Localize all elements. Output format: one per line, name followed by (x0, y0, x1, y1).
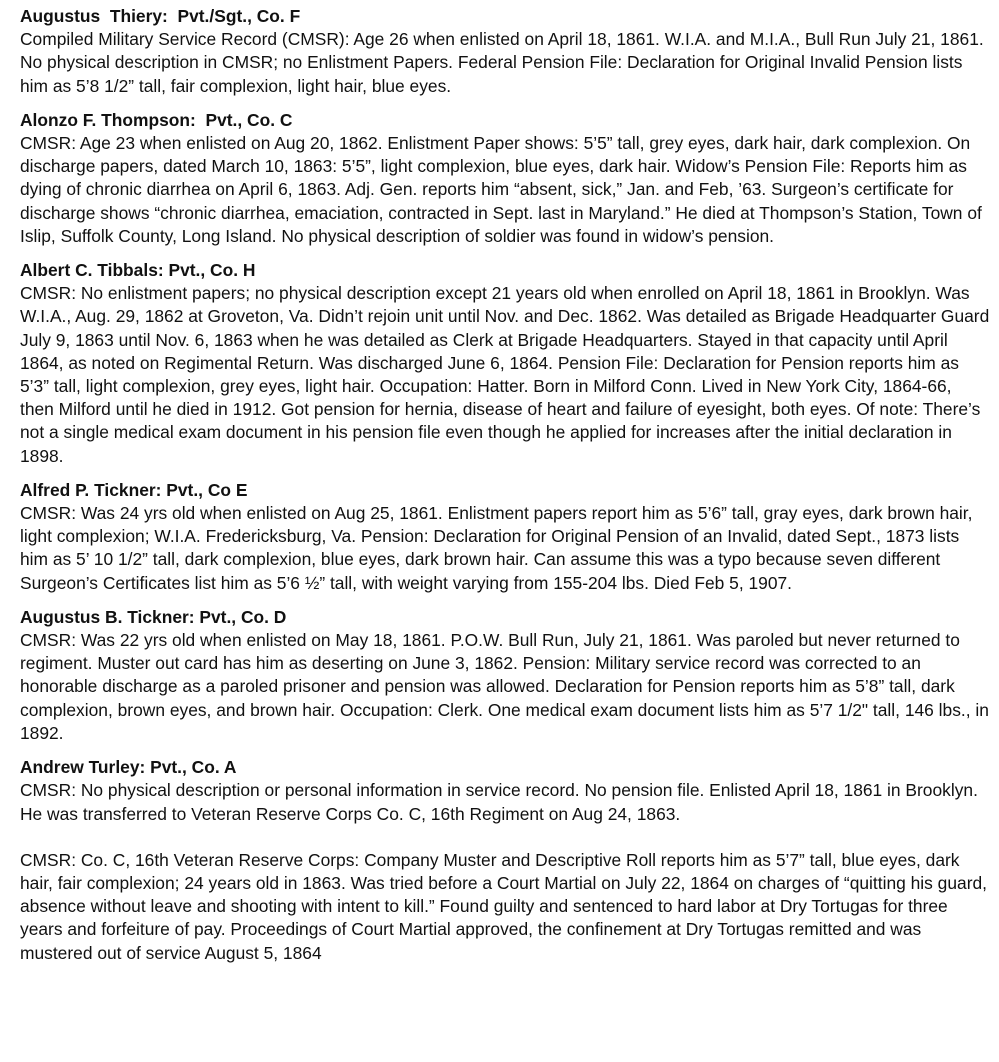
entry-paragraph: Compiled Military Service Record (CMSR): Age 26 when enlisted on April 18, 1861. W.I.A. and M.I.A., Bull Run July 21, 1861. No physical description in CMSR; no Enlistment Papers. Federal Pension File: Declaration for Original Invalid Pension lists him as 5’8 1/2” tall, fair complexion, light hair, blue eyes. (20, 29, 984, 96)
entry-paragraph: CMSR: Was 24 yrs old when enlisted on Aug 25, 1861. Enlistment papers report him as 5’6” tall, gray eyes, dark brown hair, light complexion; W.I.A. Fredericksburg, Va. Pension: Declaration for Original Pension of an Invalid, dated Sept., 1873 lists him as 5’ 10 1/2” tall, dark complexion, blue eyes, dark brown hair. Can assume this was a typo because seven different Surgeon’s Certificates list him as 5’6 ½” tall, with weight varying from 155-204 lbs. Died Feb 5, 1907. (20, 503, 973, 593)
soldier-entry-thompson (20, 109, 990, 248)
entry-heading: Alfred P. Tickner: Pvt., Co E (20, 479, 248, 500)
entry-heading: Alonzo F. Thompson: Pvt., Co. C (20, 109, 293, 130)
document-page (20, 5, 990, 965)
entry-heading: Augustus Thiery: Pvt./Sgt., Co. F (20, 6, 301, 26)
soldier-entry-turley (20, 756, 990, 965)
entry-heading: Albert C. Tibbals: Pvt., Co. H (20, 260, 256, 281)
soldier-entry-tibbals (20, 259, 990, 468)
soldier-entry-alfred-tickner (20, 479, 990, 595)
entry-paragraph: CMSR: No enlistment papers; no physical description except 21 years old when enrolled on April 18, 1861 in Brooklyn. Was W.I.A., Aug. 29, 1862 at Groveton, Va. Didn’t rejoin unit until Nov. and Dec. 1862. Was detailed as Brigade Headquarter Guard July 9, 1863 until Nov. 6, 1863 when he was detailed as Clerk at Brigade Headquarters. Stayed in that capacity until April 1864, as noted on Regimental Return. Was discharged June 6, 1864. Pension File: Declaration for Pension reports him as 5’3” tall, light complexion, grey eyes, light hair. Occupation: Hatter. Born in Milford Conn. Lived in New York City, 1864-66, then Milford until he died in 1912. Got pension for hernia, disease of heart and failure of eyesight, both eyes. Of note: There’s not a single medical exam document in his pension file even though he applied for increases after the initial declaration in 1898. (20, 283, 990, 466)
entry-heading: Augustus B. Tickner: Pvt., Co. D (20, 606, 287, 627)
entry-heading: Andrew Turley: Pvt., Co. A (20, 757, 237, 778)
entry-paragraph: CMSR: Co. C, 16th Veteran Reserve Corps: Company Muster and Descriptive Roll reports him as 5’7” tall, blue eyes, dark hair, fair complexion; 24 years old in 1863. Was tried before a Court Martial on July 22, 1864 on charges of “quitting his guard, absence without leave and shooting with intent to kill.” Found guilty and sentenced to hard labor at Dry Tortugas for three years and forfeiture of pay. Proceedings of Court Martial approved, the confinement at Dry Tortugas remitted and was mustered out of service August 5, 1864 (20, 849, 987, 963)
entry-paragraph: CMSR: Was 22 yrs old when enlisted on May 18, 1861. P.O.W. Bull Run, July 21, 1861. Was paroled but never returned to regiment. Muster out card has him as deserting on June 3, 1862. Pension: Military service record was corrected to an honorable discharge as a paroled prisoner and pension was allowed. Declaration for Pension reports him as 5’8” tall, dark complexion, brown eyes, and brown hair. Occupation: Clerk. One medical exam document lists him as 5’7 1/2" tall, 146 lbs., in 1892. (20, 630, 989, 743)
entry-paragraph: CMSR: Age 23 when enlisted on Aug 20, 1862. Enlistment Paper shows: 5’5” tall, grey eyes, dark hair, dark complexion. On discharge papers, dated March 10, 1863: 5’5”, light complexion, blue eyes, dark hair. Widow’s Pension File: Reports him as dying of chronic diarrhea on April 6, 1863. Adj. Gen. reports him “absent, sick,” Jan. and Feb, ’63. Surgeon’s certificate for discharge shows “chronic diarrhea, emaciation, contracted in Sept. last in Maryland.” He died at Thompson’s Station, Town of Islip, Suffolk County, Long Island. No physical description of soldier was found in widow’s pension. (20, 133, 982, 246)
soldier-entry-augustus-tickner (20, 606, 990, 745)
entry-paragraph: CMSR: No physical description or personal information in service record. No pension file. Enlisted April 18, 1861 in Brooklyn. He was transferred to Veteran Reserve Corps Co. C, 16th Regiment on Aug 24, 1863. (20, 780, 978, 824)
soldier-entry-thiery (20, 5, 990, 98)
